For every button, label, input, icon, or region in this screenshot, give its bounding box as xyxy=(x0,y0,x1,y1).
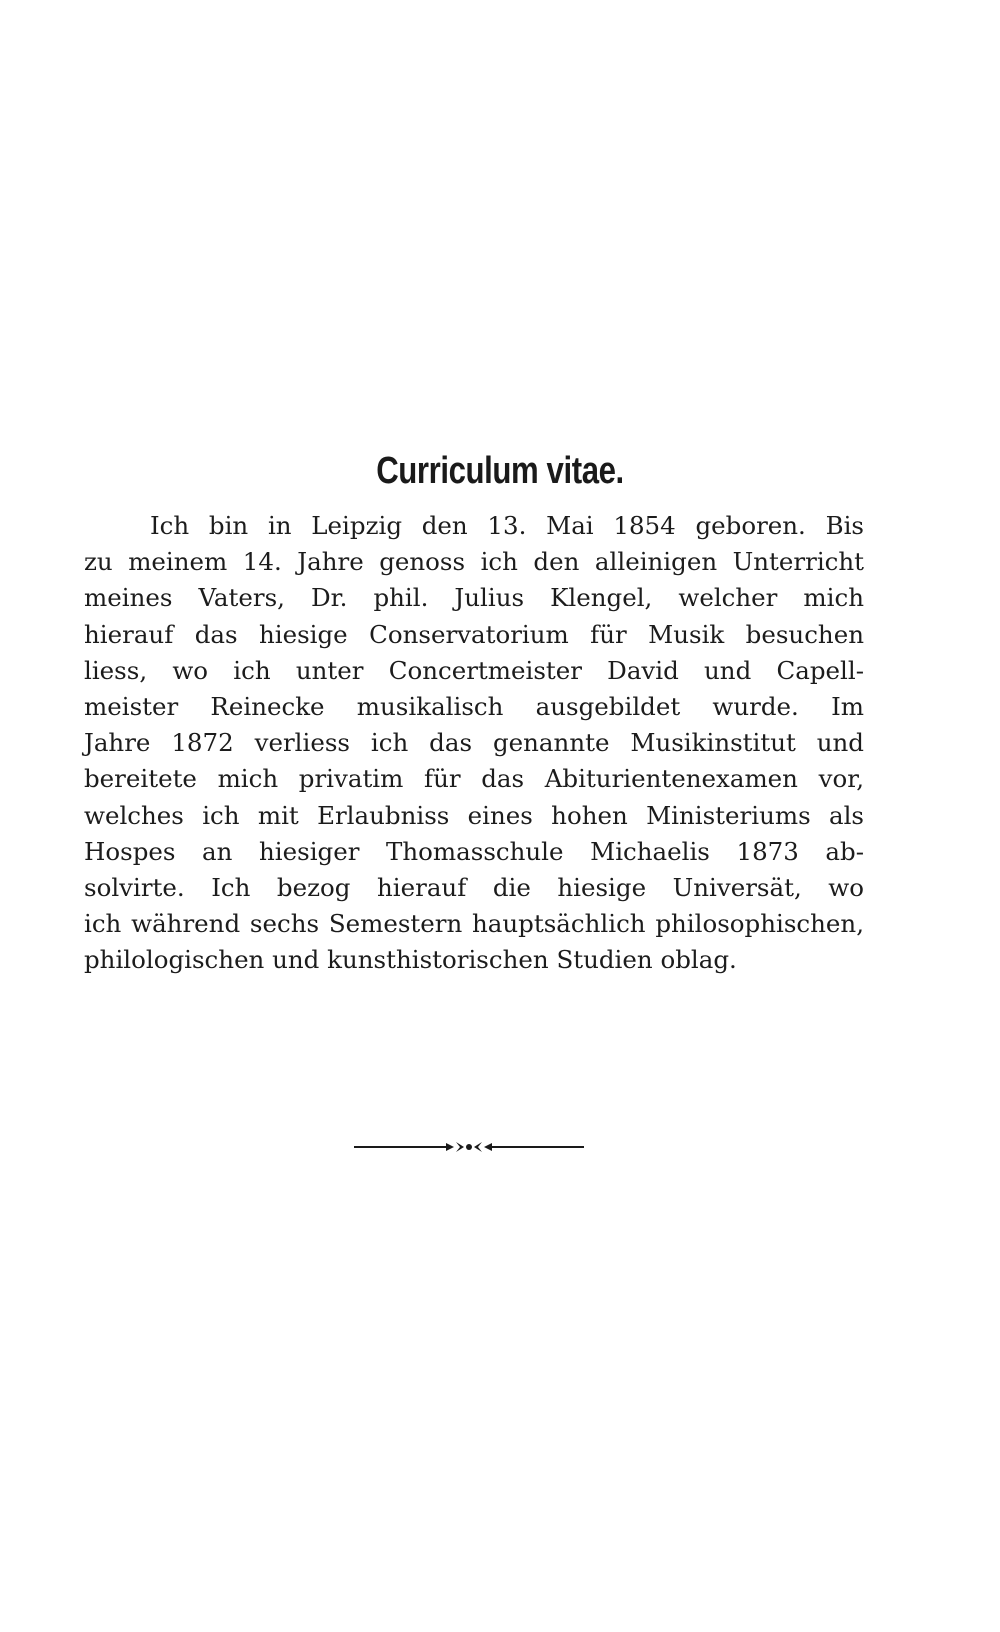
text-line: Ich bin in Leipzig den 13. Mai 1854 geboren. Bis xyxy=(150,511,864,540)
ornamental-rule-icon xyxy=(354,1138,584,1156)
text-line: ich während sechs Semestern hauptsächlich philosophischen, xyxy=(84,909,864,939)
text-line: zu meinem 14. Jahre genoss ich den alleinigen Unterricht xyxy=(84,547,864,577)
text-line: liess, wo ich unter Concertmeister David und Capell- xyxy=(84,655,864,685)
text-line: Hospes an hiesiger Thomasschule Michaelis 1873 ab- xyxy=(84,836,864,866)
page-title: Curriculum vitae. xyxy=(376,450,624,492)
text-line: welches ich mit Erlaubniss eines hohen Ministeriums als xyxy=(84,800,864,830)
text-line: philologischen und kunsthistorischen Studien oblag. xyxy=(84,945,737,975)
text-line: hierauf das hiesige Conservatorium für Musik besuchen xyxy=(84,619,864,649)
text-line: solvirte. Ich bezog hierauf die hiesige Universät, wo xyxy=(84,872,864,902)
text-line: bereitete mich privatim für das Abiturientenexamen vor, xyxy=(84,764,864,794)
body-paragraph xyxy=(84,508,864,978)
text-line: meines Vaters, Dr. phil. Julius Klengel, welcher mich xyxy=(84,583,864,613)
text-line: meister Reinecke musikalisch ausgebildet wurde. Im xyxy=(84,691,864,721)
text-line: Jahre 1872 verliess ich das genannte Musikinstitut und xyxy=(84,728,864,758)
